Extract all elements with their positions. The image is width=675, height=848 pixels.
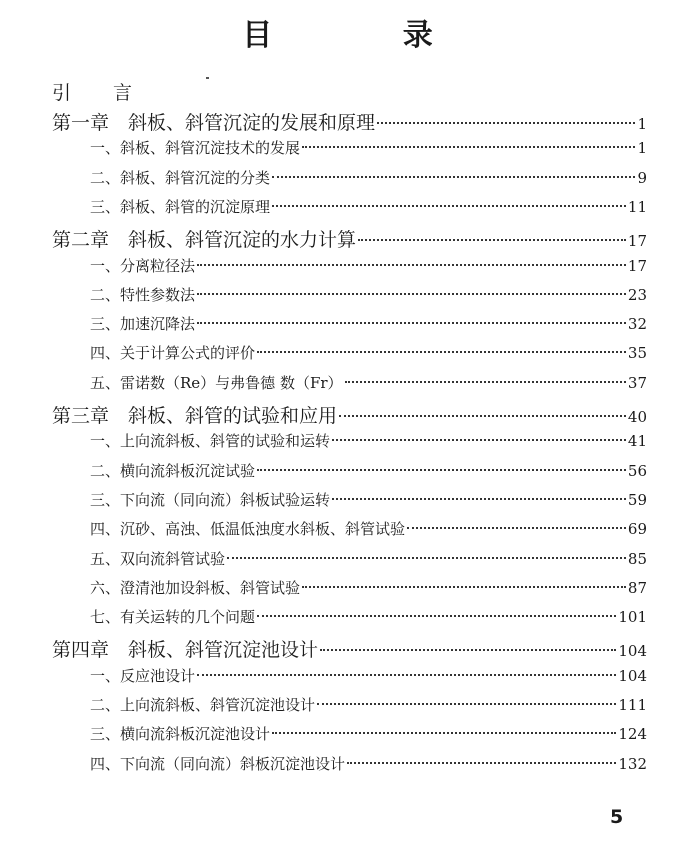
toc-entry-label: 五、双向流斜管试验 (90, 549, 226, 568)
dot-leader (317, 703, 616, 705)
toc-section-entry (90, 137, 647, 158)
toc-section-entry (90, 460, 647, 481)
toc-entry-page: 59 (627, 490, 647, 509)
toc-entry-page: 1 (637, 115, 647, 133)
dot-leader (332, 439, 626, 441)
toc-section-entry (90, 518, 647, 539)
toc-entry-page: 32 (627, 315, 647, 334)
toc-entry-page: 40 (627, 408, 647, 426)
toc-section-entry (90, 196, 647, 217)
toc-section-entry (90, 313, 647, 334)
toc-chapter-entry (52, 108, 647, 135)
toc-entry-label: 二、斜板、斜管沉淀的分类 (90, 168, 271, 187)
toc-entry-page: 17 (627, 256, 647, 275)
toc-section-entry (90, 694, 647, 715)
toc-chapter-entry (52, 225, 647, 252)
toc-entry-page: 85 (627, 549, 647, 568)
dot-leader (345, 381, 626, 383)
toc-section-entry (90, 723, 647, 744)
toc-section-entry (90, 753, 647, 774)
dot-leader (257, 615, 616, 617)
toc-entry-page: 56 (627, 461, 647, 480)
dot-leader (339, 415, 626, 417)
dot-leader (407, 527, 626, 529)
toc-entry-page: 23 (627, 285, 647, 304)
page-title: 目 录 (242, 18, 493, 53)
toc-section-entry (90, 577, 647, 598)
dot-leader (302, 146, 635, 148)
page-number: 5 (610, 806, 624, 828)
toc-entry-page: 124 (618, 725, 647, 744)
dot-leader (332, 498, 626, 500)
toc-entry-label: 二、横向流斜板沉淀试验 (90, 461, 256, 480)
toc-chapter-entry (52, 635, 647, 662)
toc-entry-label: 二、特性参数法 (90, 285, 196, 304)
toc-section-entry (90, 430, 647, 451)
toc-entry-page: 87 (627, 578, 647, 597)
dot-leader (257, 469, 626, 471)
toc-entry-page: 37 (627, 373, 647, 392)
toc-entry-page: 104 (618, 642, 647, 661)
toc-entry-page: 41 (627, 432, 647, 451)
toc-section-entry (90, 167, 647, 188)
dot-leader (272, 732, 616, 734)
toc-entry-label: 五、雷诺数（Re）与弗鲁德 数（Fr） (90, 373, 343, 392)
toc-entry-page: 104 (618, 666, 647, 685)
toc-entry-label: 三、加速沉降法 (90, 315, 196, 334)
toc-entry-label: 一、分离粒径法 (90, 256, 196, 275)
toc-entry-page: 9 (637, 168, 647, 187)
toc-section-entry (90, 489, 647, 510)
toc-entry-page: 132 (618, 754, 647, 773)
toc-entry-page: 11 (627, 197, 647, 216)
toc-entry-label: 一、斜板、斜管沉淀技术的发展 (90, 139, 301, 158)
toc-entry-page: 17 (627, 232, 647, 251)
toc-section-entry (90, 665, 647, 686)
dot-leader (320, 649, 616, 651)
toc-entry-label: 四、关于计算公式的评价 (90, 344, 256, 363)
toc-section-entry (90, 255, 647, 276)
toc-section-entry (90, 606, 647, 627)
dot-leader (347, 762, 616, 764)
toc-entry-label: 一、上向流斜板、斜管的试验和运转 (90, 432, 331, 451)
toc-entry-label: 第二章 斜板、斜管沉淀的水力计算 (52, 229, 357, 252)
toc-entry-page: 1 (637, 139, 647, 158)
toc-section-entry (90, 372, 647, 393)
toc-entry-label: 一、反应池设计 (90, 666, 196, 685)
toc-entry-label: 六、澄清池加设斜板、斜管试验 (90, 578, 301, 597)
toc-chapter-entry (52, 401, 647, 428)
dot-leader (377, 122, 635, 124)
toc-entry-page: 69 (627, 520, 647, 539)
toc-entry-page: 111 (618, 696, 647, 714)
dot-leader (272, 176, 635, 178)
dot-leader (197, 264, 626, 266)
toc-entry-label: 四、沉砂、高浊、低温低浊度水斜板、斜管试验 (90, 520, 406, 539)
toc-entry-label: 第一章 斜板、斜管沉淀的发展和原理 (52, 112, 376, 134)
toc-entry-label: 四、下向流（同向流）斜板沉淀池设计 (90, 754, 346, 773)
dot-leader (197, 674, 616, 676)
toc-entry-page: 35 (627, 344, 647, 363)
dot-leader (302, 586, 626, 588)
toc-entry-label: 七、有关运转的几个问题 (90, 608, 256, 627)
dot-leader (227, 557, 626, 559)
dot-leader (257, 351, 626, 353)
toc-section-entry (90, 342, 647, 363)
toc-entry-label: 二、上向流斜板、斜管沉淀池设计 (90, 696, 316, 714)
toc-section-entry (90, 548, 647, 569)
toc-entry-label: 三、斜板、斜管的沉淀原理 (90, 197, 271, 216)
toc-intro: 引 言 (52, 82, 151, 104)
toc-entry-page: 101 (618, 608, 647, 627)
dot-leader (197, 322, 626, 324)
toc-entry-label: 三、下向流（同向流）斜板试验运转 (90, 490, 331, 509)
toc-entry-label: 第三章 斜板、斜管的试验和应用 (52, 405, 338, 427)
toc-entry-label: 第四章 斜板、斜管沉淀池设计 (52, 639, 319, 662)
dot-leader (358, 239, 626, 241)
toc-entry-label: 三、横向流斜板沉淀池设计 (90, 725, 271, 744)
toc-section-entry (90, 284, 647, 305)
dot-leader (197, 293, 626, 295)
dot-leader (272, 205, 626, 207)
